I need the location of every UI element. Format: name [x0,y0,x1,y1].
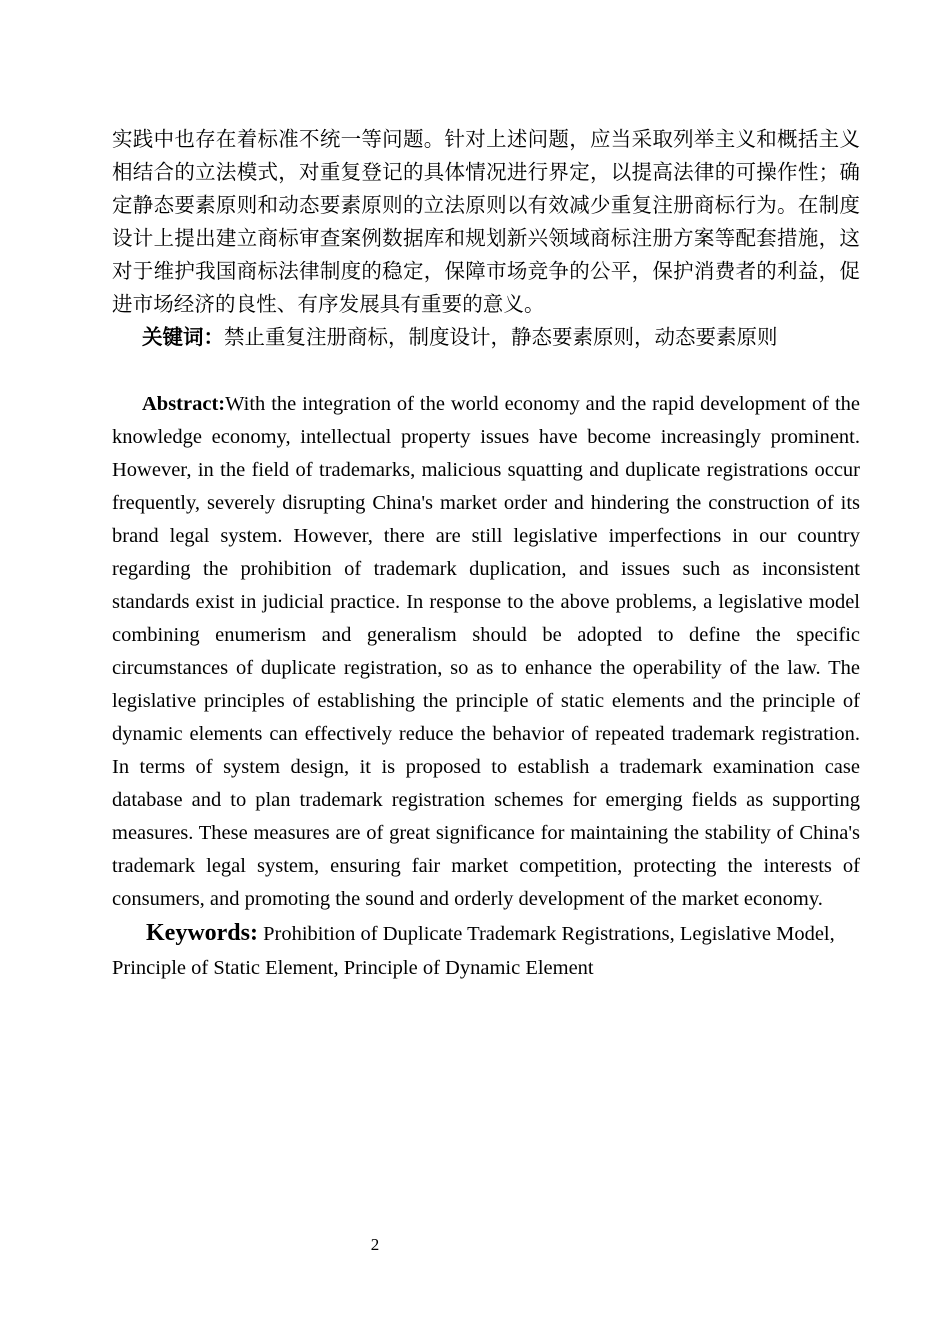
english-abstract-paragraph [112,388,860,916]
english-keywords-value: Prohibition of Duplicate Trademark Registrations, Legislative Model, Principle of Static Element, Principle of Dynamic Element [112,923,835,979]
chinese-keywords-label: 关键词： [142,327,224,349]
english-abstract-label: Abstract: [142,393,226,415]
chinese-keywords-line [112,322,860,355]
section-spacer [112,355,860,388]
page-number: 2 [370,1235,380,1254]
page-body [112,124,860,985]
english-keywords-block [112,916,860,985]
english-keywords-label: Keywords: [146,920,258,946]
chinese-abstract-paragraph: 实践中也存在着标准不统一等问题。针对上述问题，应当采取列举主义和概括主义相结合的立法模式，对重复登记的具体情况进行界定，以提高法律的可操作性；确定静态要素原则和动态要素原则的立法原则以有效减少重复注册商标行为。在制度设计上提出建立商标审查案例数据库和规划新兴领域商标注册方案等配套措施，这对于维护我国商标法律制度的稳定，保障市场竞争的公平，保护消费者的利益，促进市场经济的良性、有序发展具有重要的意义。 [112,129,860,316]
english-abstract-body: With the integration of the world economy and the rapid development of the knowledge economy, intellectual property issues have become increasingly prominent. However, in the field of trademarks, malicious squatting and duplicate registrations occur frequently, severely disrupting China's market order and hindering the construction of its brand legal system. However, there are still legislative imperfections in our country regarding the prohibition of trademark duplication, and issues such as inconsistent standards exist in judicial practice. In response to the above problems, a legislative model combining enumerism and generalism should be adopted to define the specific circumstances of duplicate registration, so as to enhance the operability of the law. The legislative principles of establishing the principle of static elements and the principle of dynamic elements can effectively reduce the behavior of repeated trademark registration. In terms of system design, it is proposed to establish a trademark examination case database and to plan trademark registration schemes for emerging fields as supporting measures. These measures are of great significance for maintaining the stability of China's trademark legal system, ensuring fair market competition, protecting the interests of consumers, and promoting the sound and orderly development of the market economy. [112,393,860,910]
chinese-keywords-value: 禁止重复注册商标，制度设计，静态要素原则，动态要素原则 [224,327,778,349]
